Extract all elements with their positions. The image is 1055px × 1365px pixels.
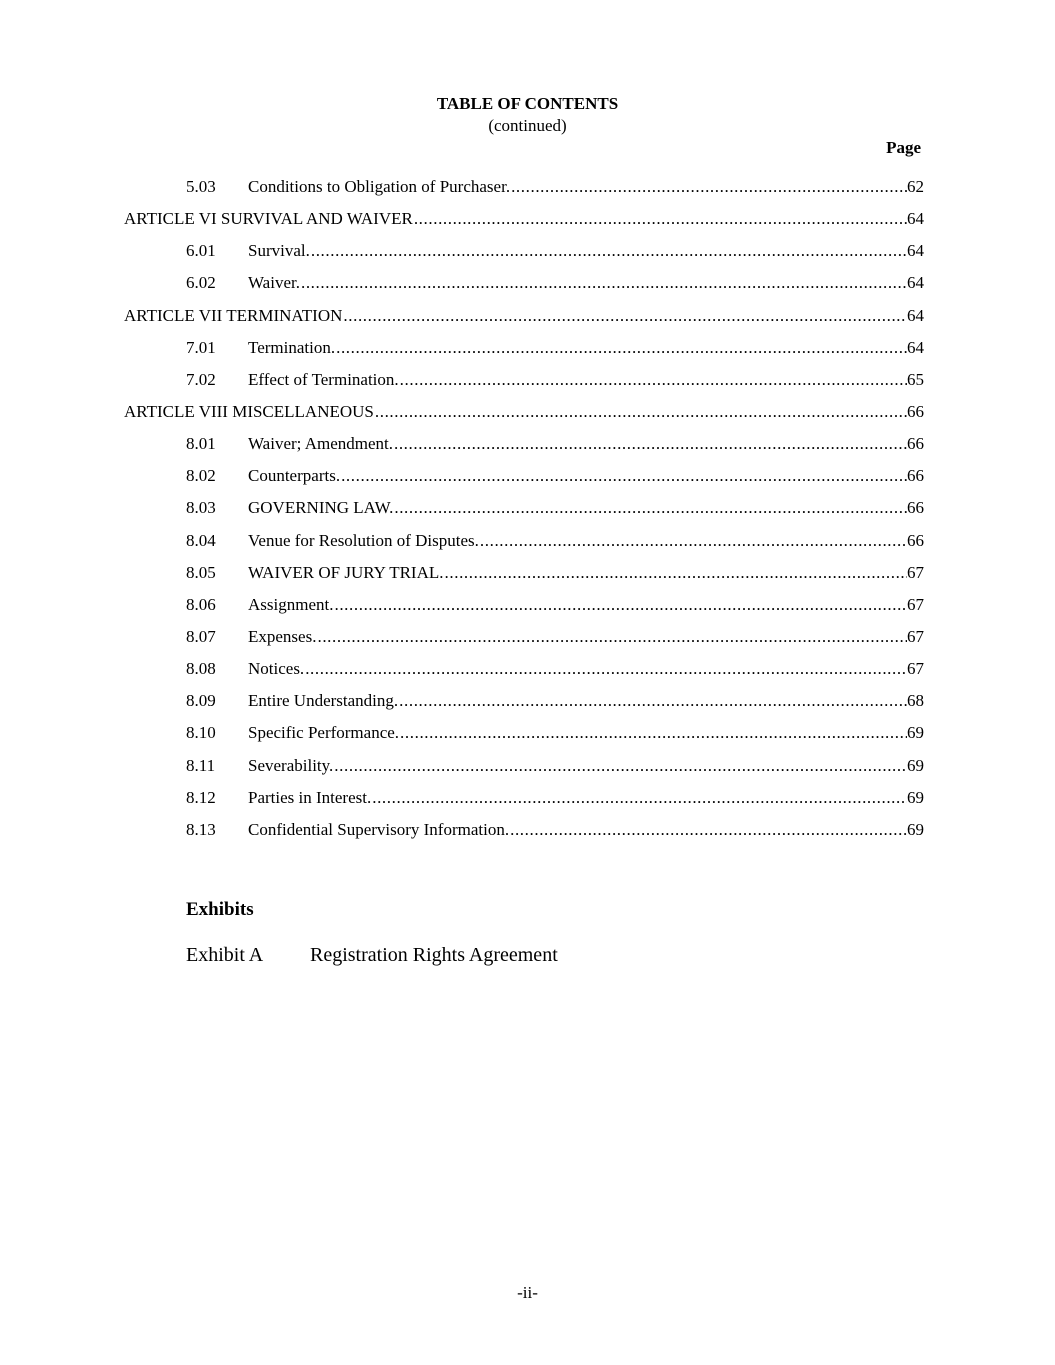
toc-section-row: [0, 269, 1055, 301]
toc-subtitle: (continued): [488, 116, 567, 135]
toc-dot-leader: [334, 591, 907, 619]
toc-dot-leader: [375, 398, 907, 426]
toc-dot-leader: [317, 623, 907, 651]
toc-section-number: 8.13: [186, 819, 216, 839]
toc-page-number: 65: [907, 369, 924, 389]
toc-page-number: 67: [907, 626, 924, 646]
toc-dot-leader: [399, 687, 907, 715]
toc-section-row: [0, 430, 1055, 462]
toc-entry: [248, 269, 924, 297]
toc-page-number: 64: [907, 337, 924, 357]
toc-page-number: 62: [907, 177, 924, 196]
toc-section-number: 8.01: [186, 434, 216, 454]
exhibits-heading: Exhibits: [186, 899, 254, 920]
toc-dot-leader: [445, 559, 907, 587]
toc-section-row: [0, 237, 1055, 269]
toc-section-row: [0, 527, 1055, 559]
toc-page-number: 64: [907, 273, 924, 293]
toc-entry: [248, 784, 924, 812]
toc-dot-leader: [311, 237, 907, 265]
toc-section-number: 6.02: [186, 273, 216, 293]
toc-page-number: 66: [907, 434, 924, 454]
toc-entry-label: Survival.: [248, 241, 310, 261]
toc-entry-label: Venue for Resolution of Disputes.: [248, 530, 479, 550]
toc-entry: [248, 237, 924, 265]
toc-section-row: [0, 752, 1055, 784]
toc-page-number: 67: [907, 562, 924, 582]
toc-section-row: [0, 816, 1055, 848]
toc-section-number: 7.01: [186, 337, 216, 357]
toc-entry-label: Notices.: [248, 659, 305, 679]
toc-section-row: [0, 623, 1055, 655]
toc-page-number: 67: [907, 594, 924, 614]
toc-title: TABLE OF CONTENTS: [436, 94, 619, 113]
toc-article-row: [0, 205, 1055, 237]
toc-dot-leader: [372, 784, 907, 812]
toc-entry: [124, 302, 924, 330]
toc-section-row: [0, 559, 1055, 591]
toc-entry-label: Waiver; Amendment.: [248, 434, 393, 454]
toc-entry: [248, 527, 924, 555]
toc-section-row: [0, 173, 1055, 205]
toc-dot-leader: [394, 430, 907, 458]
page-number: -ii-: [517, 1283, 538, 1302]
toc-dot-leader: [334, 752, 907, 780]
toc-entry-label: Specific Performance.: [248, 723, 400, 743]
toc-entry-label: Confidential Supervisory Information.: [248, 819, 510, 839]
toc-entry: [248, 687, 924, 715]
toc-section-number: 8.05: [186, 562, 216, 582]
toc-entry-label: Effect of Termination.: [248, 369, 399, 389]
toc-section-number: 8.06: [186, 594, 216, 614]
toc-section-number: 8.08: [186, 659, 216, 679]
toc-dot-leader: [336, 334, 907, 362]
toc-entry: [248, 366, 924, 394]
toc-dot-leader: [511, 173, 907, 201]
toc-entry: [248, 173, 924, 201]
toc-list: [0, 173, 1055, 848]
toc-section-number: 6.01: [186, 241, 216, 261]
toc-page-number: 66: [907, 498, 924, 518]
toc-entry: [248, 334, 924, 362]
toc-page-number: 69: [907, 787, 924, 807]
toc-page-number: 64: [907, 241, 924, 261]
toc-dot-leader: [343, 302, 907, 330]
toc-page-number: 66: [907, 530, 924, 550]
toc-entry-label: Severability.: [248, 755, 334, 775]
toc-section-number: 8.07: [186, 626, 216, 646]
toc-entry: [248, 494, 924, 522]
toc-dot-leader: [414, 205, 907, 233]
toc-section-row: [0, 655, 1055, 687]
toc-page-number: 67: [907, 659, 924, 679]
toc-section-number: 7.02: [186, 369, 216, 389]
toc-entry: [248, 719, 924, 747]
toc-page-number: 69: [907, 755, 924, 775]
toc-dot-leader: [480, 527, 907, 555]
toc-section-row: [0, 334, 1055, 366]
toc-page-number: 64: [907, 209, 924, 229]
toc-dot-leader: [394, 494, 907, 522]
toc-entry-label: Counterparts.: [248, 466, 341, 486]
toc-entry: [248, 655, 924, 683]
toc-entry: [248, 462, 924, 490]
toc-entry-label: WAIVER OF JURY TRIAL.: [248, 562, 444, 582]
toc-section-row: [0, 687, 1055, 719]
toc-entry: [248, 559, 924, 587]
toc-dot-leader: [341, 462, 907, 490]
toc-entry-label: Termination.: [248, 337, 336, 357]
toc-section-number: 8.02: [186, 466, 216, 486]
page-column-header: Page: [886, 138, 921, 157]
toc-section-number: 8.09: [186, 691, 216, 711]
toc-entry-label: ARTICLE VII TERMINATION: [124, 305, 343, 325]
toc-entry: [248, 591, 924, 619]
toc-section-number: 8.12: [186, 787, 216, 807]
toc-section-row: [0, 719, 1055, 751]
toc-page-number: 66: [907, 466, 924, 486]
toc-entry: [248, 752, 924, 780]
toc-section-row: [0, 462, 1055, 494]
toc-page-number: 68: [907, 691, 924, 711]
toc-dot-leader: [510, 816, 907, 844]
toc-section-number: 8.10: [186, 723, 216, 743]
toc-article-row: [0, 398, 1055, 430]
toc-section-row: [0, 591, 1055, 623]
toc-section-number: 8.04: [186, 530, 216, 550]
toc-section-row: [0, 366, 1055, 398]
exhibit-title: Registration Rights Agreement: [310, 944, 558, 966]
toc-entry-label: Conditions to Obligation of Purchaser.: [248, 177, 511, 196]
toc-article-row: [0, 302, 1055, 334]
toc-entry-label: ARTICLE VI SURVIVAL AND WAIVER: [124, 209, 413, 229]
toc-entry: [248, 816, 924, 844]
toc-entry: [248, 623, 924, 651]
toc-entry-label: Waiver.: [248, 273, 300, 293]
toc-entry: [124, 398, 924, 426]
toc-page-number: 69: [907, 819, 924, 839]
toc-section-number: 8.03: [186, 498, 216, 518]
toc-entry-label: Expenses.: [248, 626, 317, 646]
toc-entry-label: GOVERNING LAW.: [248, 498, 394, 518]
exhibit-id: Exhibit A: [186, 944, 264, 966]
toc-section-row: [0, 784, 1055, 816]
toc-page-number: 69: [907, 723, 924, 743]
toc-section-number: 8.11: [186, 755, 216, 775]
toc-entry: [248, 430, 924, 458]
toc-dot-leader: [400, 366, 907, 394]
toc-page-number: 66: [907, 401, 924, 421]
toc-dot-leader: [305, 655, 907, 683]
toc-page-number: 64: [907, 305, 924, 325]
toc-entry-label: Parties in Interest.: [248, 787, 372, 807]
toc-section-number: 5.03: [186, 177, 216, 196]
toc-dot-leader: [400, 719, 907, 747]
toc-section-row: [0, 494, 1055, 526]
toc-dot-leader: [301, 269, 907, 297]
toc-entry: [124, 205, 924, 233]
toc-entry-label: ARTICLE VIII MISCELLANEOUS: [124, 401, 374, 421]
toc-entry-label: Entire Understanding.: [248, 691, 399, 711]
toc-entry-label: Assignment.: [248, 594, 334, 614]
